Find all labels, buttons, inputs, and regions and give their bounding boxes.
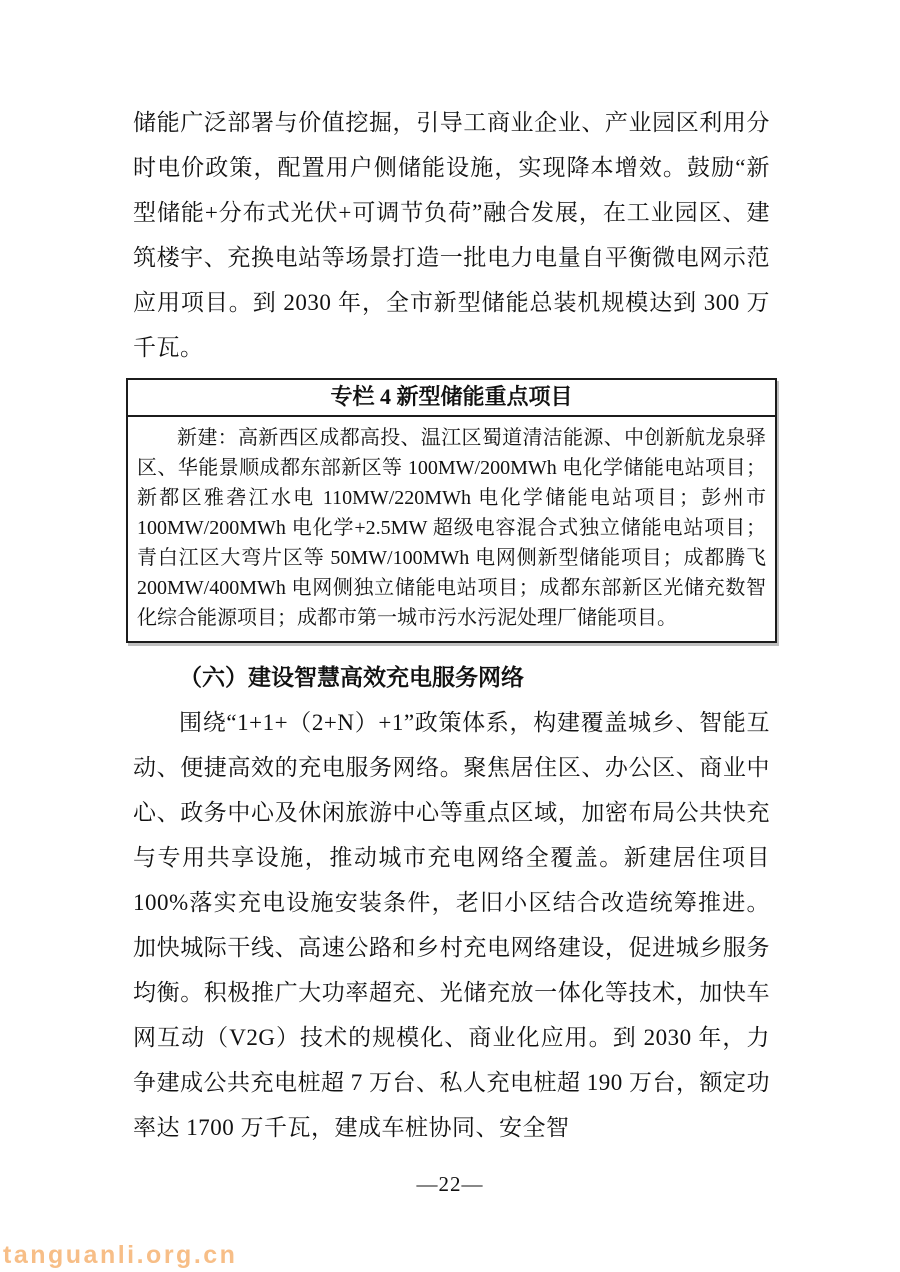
- watermark-url: tanguanli.org.cn: [3, 1241, 238, 1269]
- page-number: —22—: [416, 1172, 484, 1196]
- callout-box-storage-projects: [126, 378, 777, 643]
- paragraph-charging-network: 围绕“1+1+（2+N）+1”政策体系，构建覆盖城乡、智能互动、便捷高效的充电服务网络。聚焦居住区、办公区、商业中心、政务中心及休闲旅游中心等重点区域，加密布局公共快充与专用共享设施，推动城市充电网络全覆盖。新建居住项目 100%落实充电设施安装条件，老旧小区结合改造统筹推进。加快城际干线、高速公路和乡村充电网络建设，促进城乡服务均衡。积极推广大功率超充、光储充放一体化等技术，加快车网互动（V2G）技术的规模化、商业化应用。到 2030 年，力争建成公共充电桩超 7 万台、私人充电桩超 190 万台，额定功率达 1700 万千瓦，建成车桩协同、安全智: [133, 710, 770, 1140]
- callout-box-title: 专栏 4 新型储能重点项目: [128, 380, 775, 417]
- callout-box-body: 新建：高新西区成都高投、温江区蜀道清洁能源、中创新航龙泉驿区、华能景顺成都东部新区等 100MW/200MWh 电化学储能电站项目；新都区雅砻江水电 110MW/220MWh 电化学储能电站项目；彭州市 100MW/200MWh 电化学+2.5MW 超级电容混合式独立储能电站项目；青白江区大弯片区等 50MW/100MWh 电网侧新型储能项目；成都腾飞 200MW/400MWh 电网侧独立储能电站项目；成都东部新区光储充数智化综合能源项目；成都市第一城市污水污泥处理厂储能项目。: [137, 427, 766, 629]
- paragraph-energy-storage: 储能广泛部署与价值挖掘，引导工商业企业、产业园区利用分时电价政策，配置用户侧储能设施，实现降本增效。鼓励“新型储能+分布式光伏+可调节负荷”融合发展，在工业园区、建筑楼宇、充换电站等场景打造一批电力电量自平衡微电网示范应用项目。到 2030 年，全市新型储能总装机规模达到 300 万千瓦。: [133, 110, 770, 360]
- document-body: [133, 100, 770, 1150]
- section-heading-charging-network: （六）建设智慧高效充电服务网络: [179, 665, 524, 690]
